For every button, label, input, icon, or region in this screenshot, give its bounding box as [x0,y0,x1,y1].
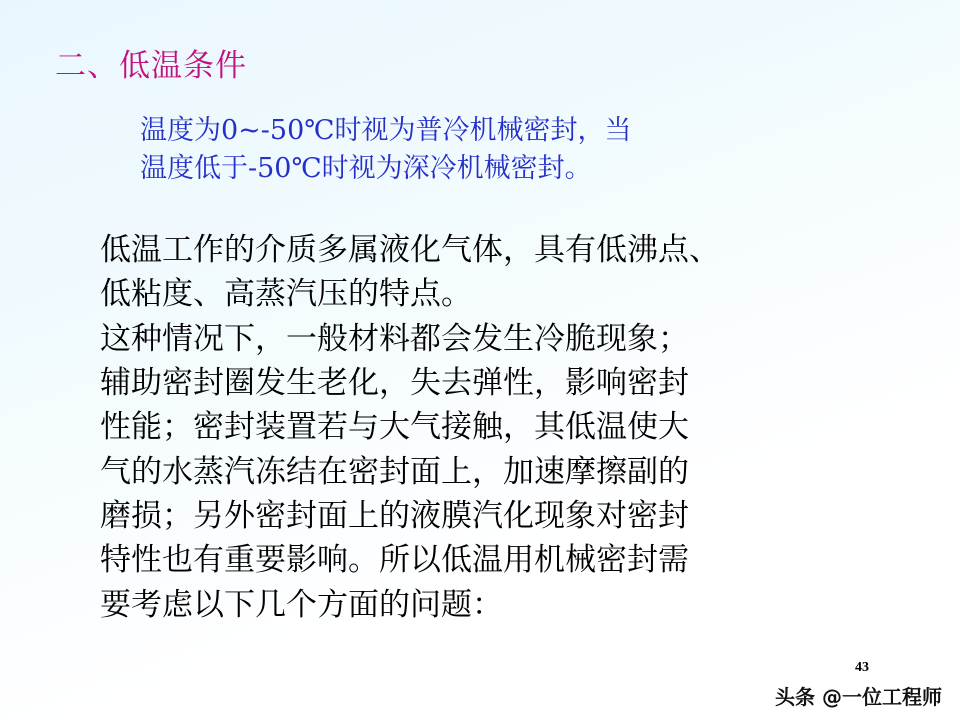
watermark [775,681,942,710]
body-line-7: 磨损；另外密封面上的液膜汽化现象对密封 [100,497,689,534]
definition-line-2: 温度低于-50℃时视为深冷机械密封。 [140,153,592,185]
body-line-4: 辅助密封圈发生老化，失去弹性，影响密封 [100,364,689,401]
page-number: 43 [855,660,869,675]
body-line-3: 这种情况下，一般材料都会发生冷脆现象； [100,320,689,357]
body-paragraph-block [100,228,860,627]
watermark-label: 头条 @一位工程师 [775,685,942,709]
body-line-1: 低温工作的介质多属液化气体，具有低沸点、 [100,232,720,268]
definition-line-1: 温度为0~-50℃时视为普冷机械密封，当 [140,115,632,146]
body-line-9: 要考虑以下几个方面的问题： [100,586,503,623]
body-line-6: 气的水蒸汽冻结在密封面上，加速摩擦副的 [100,453,689,490]
body-line-8: 特性也有重要影响。所以低温用机械密封需 [100,542,689,579]
definition-block [140,112,900,189]
slide-heading: 二、低温条件 [55,48,247,84]
body-line-5: 性能；密封装置若与大气接触，其低温使大 [100,409,689,446]
body-line-2: 低粘度、高蒸汽压的特点。 [100,276,472,313]
